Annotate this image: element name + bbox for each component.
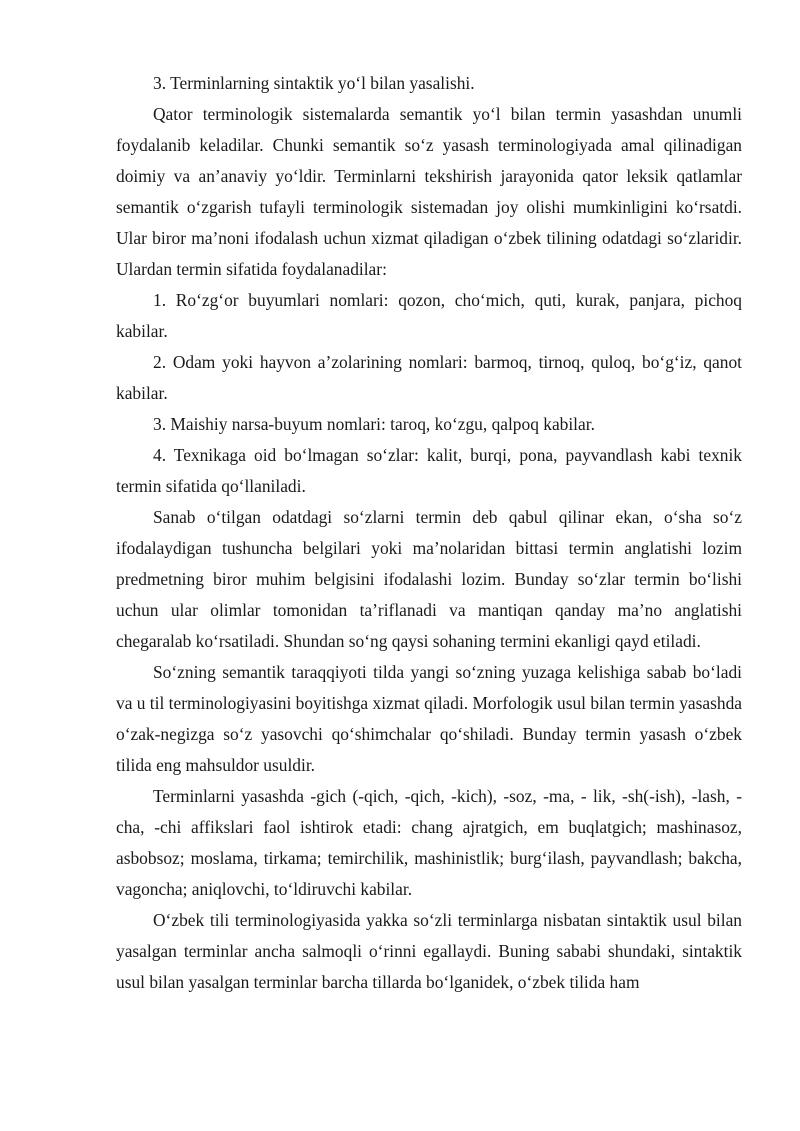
paragraph: Sanab o‘tilgan odatdagi so‘zlarni termin deb qabul qilinar ekan, o‘sha so‘z ifodalaydigan tushuncha belgilari yoki ma’nolaridan bittasi termin anglatishi lozim predmetning biror muhim belgisini ifodalashi lozim. Bunday so‘zlar termin bo‘lishi uchun ular olimlar tomonidan ta’riflanadi va mantiqan qanday ma’no anglatishi chegaralab ko‘rsatiladi. Shundan so‘ng qaysi sohaning termini ekanligi qayd etiladi. xyxy=(116,507,742,651)
section-heading: 3. Terminlarning sintaktik yo‘l bilan yasalishi. xyxy=(153,73,475,93)
paragraph: So‘zning semantik taraqqiyoti tilda yangi so‘zning yuzaga kelishiga sabab bo‘ladi va u til terminologiyasini boyitishga xizmat qiladi. Morfologik usul bilan termin yasashda o‘zak-negizga so‘z yasovchi qo‘shimchalar qo‘shiladi. Bunday termin yasash o‘zbek tilida eng mahsuldor usuldir. xyxy=(116,662,742,775)
list-item: 4. Texnikaga oid bo‘lmagan so‘zlar: kalit, burqi, pona, payvandlash kabi texnik termin sifatida qo‘llaniladi. xyxy=(116,445,742,496)
document-page xyxy=(116,68,742,998)
list-item: 2. Odam yoki hayvon a’zolarining nomlari: barmoq, tirnoq, quloq, bo‘g‘iz, qanot kabilar. xyxy=(116,352,742,403)
paragraph: Terminlarni yasashda -gich (-qich, -qich, -kich), -soz, -ma, - lik, -sh(-ish), -lash, -cha, -chi affikslari faol ishtirok etadi: chang ajratgich, em buqlatgich; mashinasoz, asbobsoz; moslama, tirkama; temirchilik, mashinistlik; burg‘ilash, payvandlash; bakcha, vagoncha; aniqlovchi, to‘ldiruvchi kabilar. xyxy=(116,786,742,899)
paragraph: Qator terminologik sistemalarda semantik yo‘l bilan termin yasashdan unumli foydalanib keladilar. Chunki semantik so‘z yasash terminologiyada amal qilinadigan doimiy va an’anaviy yo‘ldir. Terminlarni tekshirish jarayonida qator leksik qatlamlar semantik o‘zgarish tufayli terminologik sistemadan joy olishi mumkinligini ko‘rsatdi. Ular biror ma’noni ifodalash uchun xizmat qiladigan o‘zbek tilining odatdagi so‘zlaridir. Ulardan termin sifatida foydalanadilar: xyxy=(116,104,742,279)
list-item: 3. Maishiy narsa-buyum nomlari: taroq, ko‘zgu, qalpoq kabilar. xyxy=(153,414,595,434)
paragraph: O‘zbek tili terminologiyasida yakka so‘zli terminlarga nisbatan sintaktik usul bilan yasalgan terminlar ancha salmoqli o‘rinni egallaydi. Buning sababi shundaki, sintaktik usul bilan yasalgan terminlar barcha tillarda bo‘lganidek, o‘zbek tilida ham xyxy=(116,910,742,992)
list-item: 1. Ro‘zg‘or buyumlari nomlari: qozon, cho‘mich, quti, kurak, panjara, pichoq kabilar. xyxy=(116,290,742,341)
